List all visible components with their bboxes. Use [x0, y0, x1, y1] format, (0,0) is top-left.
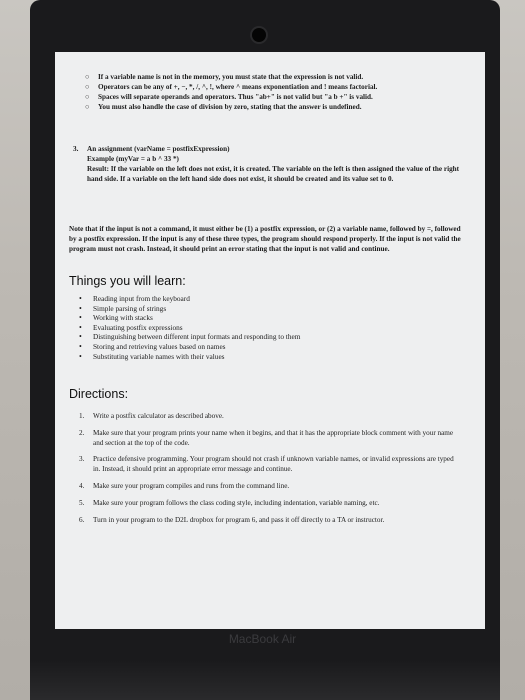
learn-list	[79, 294, 459, 361]
list-item: ○ Operators can be any of +, −, *, /, ^, !, where ^ means exponentiation and ! means factorial.	[85, 83, 378, 91]
note-paragraph: Note that if the input is not a command, it must either be (1) a postfix expression, or (2) a variable name, followed by =, followed by a postfix expression. If the input is any of these three types, the program should respond properly. If the input is not valid the program must not crash. Instead, it should print an error stating that the input is not valid and continue.	[69, 225, 461, 253]
laptop-screen	[55, 52, 485, 629]
list-item: 4. Make sure your program compiles and runs from the command line.	[79, 481, 290, 490]
list-item: • Distinguishing between different input formats and responding to them	[79, 332, 301, 342]
list-item: 1. Write a postfix calculator as described above.	[79, 412, 224, 420]
brand-label: MacBook Air	[228, 632, 297, 646]
directions-list	[79, 412, 459, 532]
list-item: • Reading input from the keyboard	[79, 294, 190, 303]
list-item: 3. Practice defensive programming. Your program should not crash if unknown variable names, or invalid expressions are typed in. Instead, it should print an appropriate error message and continue.	[79, 455, 454, 474]
webcam	[252, 28, 266, 42]
list-item: • Storing and retrieving values based on names	[79, 341, 226, 351]
list-item: • Simple parsing of strings	[79, 303, 167, 313]
sub-bullet-list	[85, 72, 465, 112]
list-item: 5. Make sure your program follows the class coding style, including indentation, variable naming, etc.	[79, 498, 380, 507]
list-item: 2. Make sure that your program prints your name when it begins, and that it has the appropriate block comment with your name and section at the top of the code.	[79, 428, 454, 447]
list-item: 6. Turn in your program to the D2L dropbox for program 6, and pass it off directly to a TA or instructor.	[79, 515, 385, 524]
numbered-item-3: 3. An assignment (varName = postfixExpression) Example (myVar = a b ^ 33 *) Result: If the variable on the left does not exist, it is created. The variable on the left is then assigned the value of the right hand side. If a variable on the left hand side does not exist, it should be created and its value set to 0.	[73, 145, 460, 183]
learn-heading: Things you will learn:	[69, 274, 186, 288]
list-item: ○ If a variable name is not in the memory, you must state that the expression is not valid.	[85, 73, 364, 81]
list-item: • Evaluating postfix expressions	[79, 322, 183, 332]
list-item: ○ Spaces will separate operands and operators. Thus "ab+" is not valid but "a b +" is valid.	[85, 93, 373, 101]
directions-heading: Directions:	[69, 387, 129, 401]
list-item: • Substituting variable names with their values	[79, 351, 225, 361]
list-item: ○ You must also handle the case of division by zero, stating that the answer is undefined.	[85, 103, 362, 111]
list-item: • Working with stacks	[79, 313, 153, 323]
bezel-bottom	[30, 660, 500, 700]
